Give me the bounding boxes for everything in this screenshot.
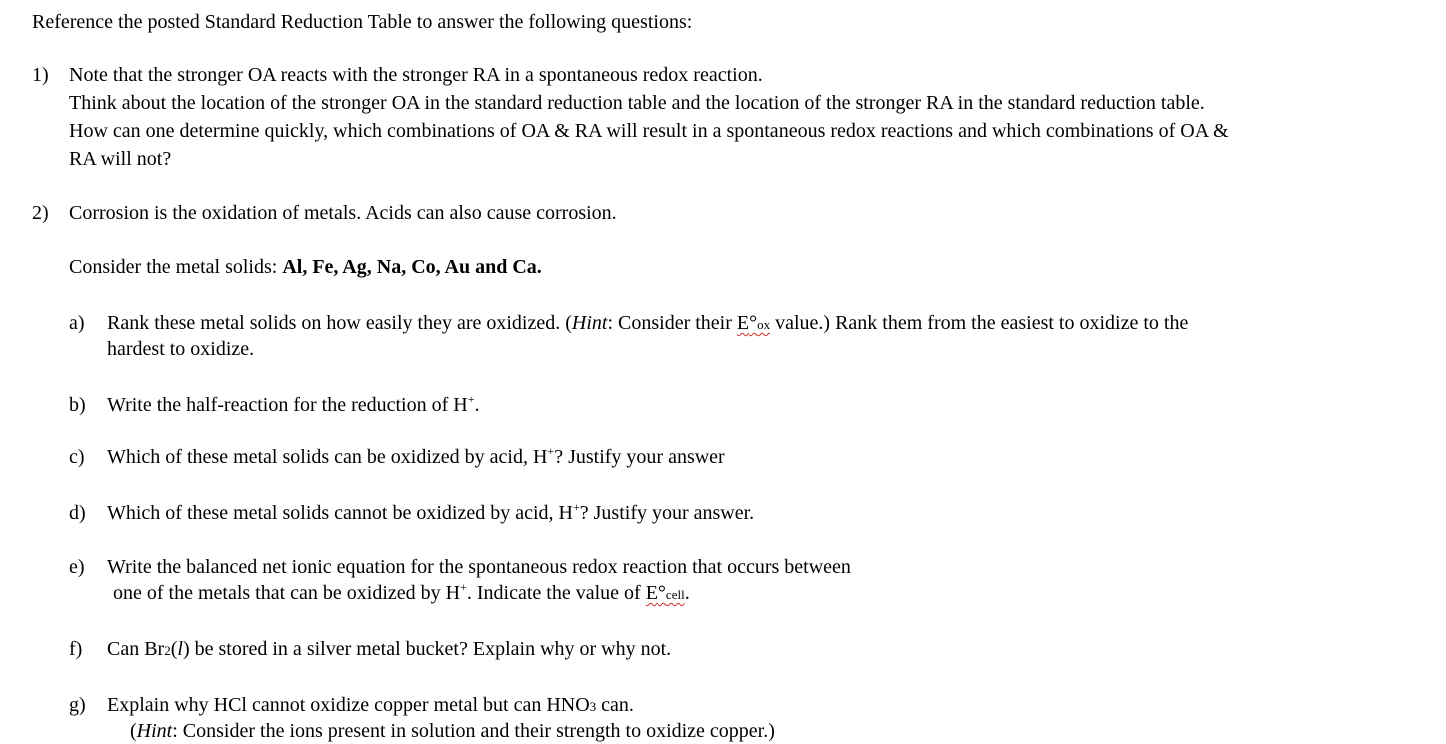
part-a-line-2: hardest to oxidize. xyxy=(107,338,255,360)
part-d-text: Which of these metal solids cannot be oxidized by acid, H+? Justify your answer. xyxy=(107,500,755,524)
intro-line: Reference the posted Standard Reduction Table to answer the following questions: xyxy=(32,11,693,33)
part-f-text: Can Br2(l) be stored in a silver metal bucket? Explain why or why not. xyxy=(107,638,672,660)
hint-word-g: Hint xyxy=(136,720,173,742)
question-1-line-4: RA will not? xyxy=(69,148,172,170)
metals-prefix: Consider the metal solids: xyxy=(69,256,283,278)
part-g-label: g) xyxy=(69,694,86,716)
part-b-label: b) xyxy=(69,394,86,416)
part-a-label: a) xyxy=(69,312,85,334)
part-b-text: Write the half-reaction for the reduction of H+. xyxy=(107,392,480,416)
part-f-label: f) xyxy=(69,638,83,660)
part-g-line-2: (Hint: Consider the ions present in solution and their strength to oxidize copper.) xyxy=(130,720,775,742)
hint-word: Hint xyxy=(571,312,608,334)
e-ox-symbol: E°ox xyxy=(736,312,771,334)
question-1-line-2: Think about the location of the stronger OA in the standard reduction table and the location of the stronger RA in the standard reduction table. xyxy=(69,92,1205,114)
part-d-label: d) xyxy=(69,502,86,524)
part-c-text: Which of these metal solids can be oxidized by acid, H+? Justify your answer xyxy=(107,444,725,468)
e-cell-symbol: E°cell xyxy=(645,582,685,604)
part-e-line-1: Write the balanced net ionic equation for the spontaneous redox reaction that occurs between xyxy=(107,556,851,578)
metals-line xyxy=(69,254,542,280)
part-e-line-2: one of the metals that can be oxidized by H+. Indicate the value of E°cell. xyxy=(113,580,690,604)
question-1-line-1: Note that the stronger OA reacts with the stronger RA in a spontaneous redox reaction. xyxy=(69,64,763,86)
part-g-line-1: Explain why HCl cannot oxidize copper metal but can HNO3 can. xyxy=(107,694,634,716)
part-c-label: c) xyxy=(69,446,85,468)
part-e-label: e) xyxy=(69,556,85,578)
question-1-line-3: How can one determine quickly, which combinations of OA & RA will result in a spontaneous redox reactions and which combinations of OA & xyxy=(69,120,1229,142)
question-2-statement: Corrosion is the oxidation of metals. Acids can also cause corrosion. xyxy=(69,202,617,224)
question-1-number: 1) xyxy=(32,64,49,86)
question-2-number: 2) xyxy=(32,202,49,224)
part-a-line-1: Rank these metal solids on how easily they are oxidized. (Hint: Consider their E°ox value.) Rank them from the easiest to oxidize to the xyxy=(107,312,1189,334)
metals-list: Al, Fe, Ag, Na, Co, Au and Ca. xyxy=(282,256,542,278)
